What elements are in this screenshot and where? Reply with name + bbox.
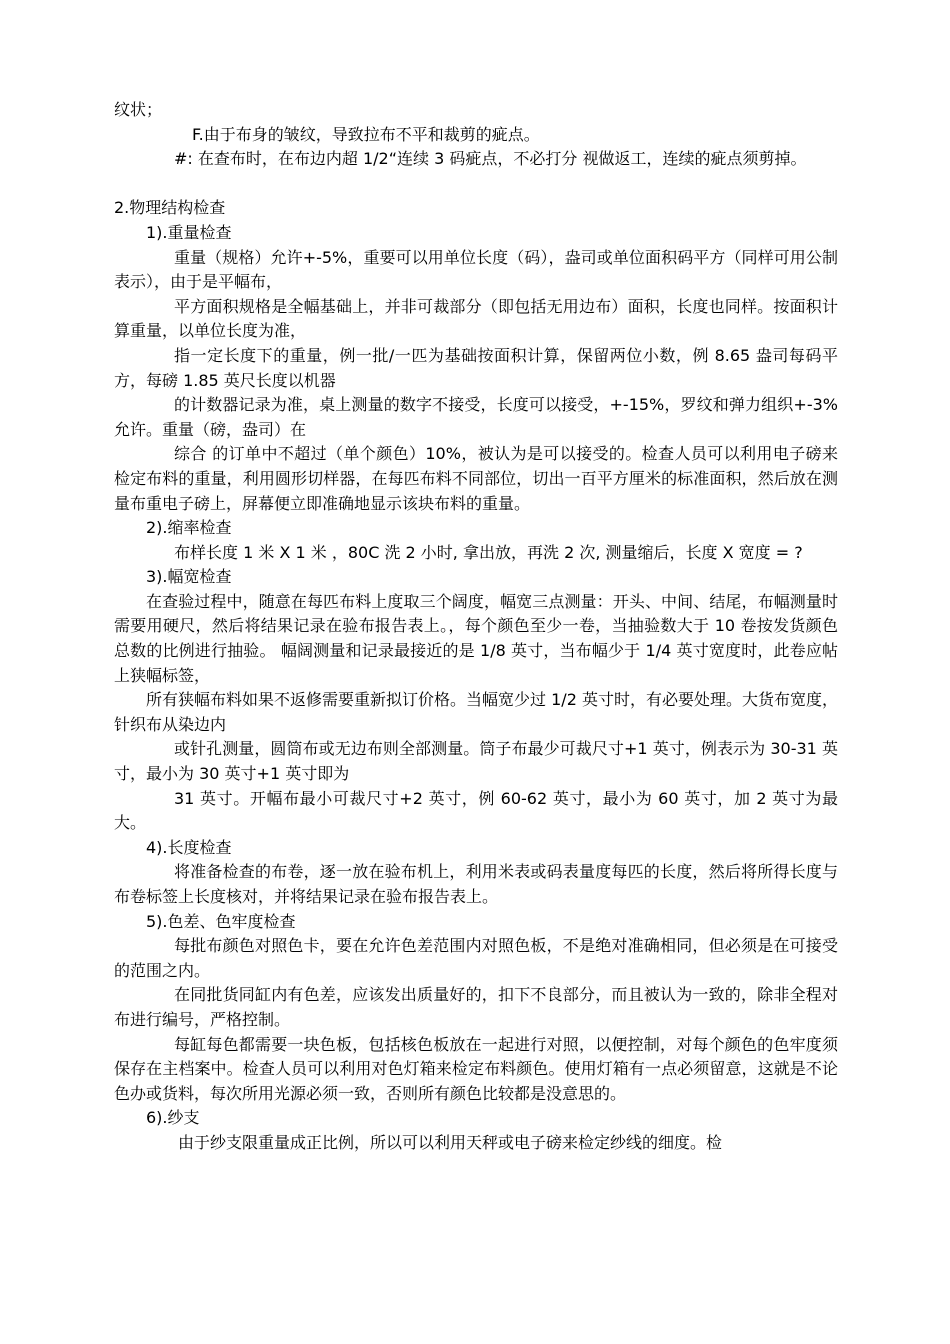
section-heading: 2.物理结构检查 bbox=[114, 198, 226, 218]
subheading-width: 3).幅宽检查 bbox=[146, 567, 232, 587]
subheading-yarn: 6).纱支 bbox=[146, 1108, 200, 1128]
paragraph-2: #: 在查布时，在布边内超 1/2“连续 3 码疵点，不必打分 视做返工，连续的疵点须剪掉。 bbox=[174, 149, 807, 169]
paragraph-7: 平方面积规格是全幅基础上，并非可裁部分（即包括无用边布）面积，长度也同样。按面积计算重量，以单位长度为准， bbox=[114, 296, 838, 341]
paragraph-6: 重量（规格）允许+-5%，重要可以用单位长度（码），盎司或单位面积码平方（同样可用公制表示），由于是平幅布， bbox=[114, 247, 838, 292]
paragraph-12: 布样长度 1 米 X 1 米 ，80C 洗 2 小时, 拿出放，再洗 2 次, 测量缩后，长度 X 宽度 = ? bbox=[174, 542, 803, 562]
subheading-color: 5).色差、色牢度检查 bbox=[146, 911, 296, 931]
document-body bbox=[114, 98, 838, 1156]
paragraph-25: 由于纱支限重量成正比例，所以可以利用天秤或电子磅来检定纱线的细度。检 bbox=[178, 1132, 723, 1152]
paragraph-23: 每缸每色都需要一块色板，包括核色板放在一起进行对照，以便控制，对每个颜色的色牢度须保存在主档案中。检查人员可以利用对色灯箱来检定布料颜色。使用灯箱有一点必须留意，这就是不论色办或货料，每次所用光源必须一致，否则所有颜色比较都是没意思的。 bbox=[114, 1034, 838, 1103]
paragraph-21: 每批布颜色对照色卡，要在允许色差范围内对照色板，不是绝对准确相同，但必须是在可接受的范围之内。 bbox=[114, 936, 838, 980]
subheading-shrinkage: 2).缩率检查 bbox=[146, 518, 232, 538]
paragraph-1: F.由于布身的皱纹，导致拉布不平和裁剪的疵点。 bbox=[192, 124, 540, 144]
subheading-length: 4).长度检查 bbox=[146, 837, 232, 857]
paragraph-22: 在同批货同缸内有色差，应该发出质量好的，扣下不良部分，而且被认为一致的，除非全程对布进行编号，严格控制。 bbox=[114, 985, 838, 1029]
paragraph-8: 指一定长度下的重量，例一批/一匹为基础按面积计算，保留两位小数，例 8.65 盎司每码平方，每磅 1.85 英尺长度以机器 bbox=[114, 345, 838, 390]
paragraph-10: 综合 的订单中不超过（单个颜色）10%，被认为是可以接受的。检查人员可以利用电子磅来检定布料的重量，利用圆形切样器，在每匹布料不同部位，切出一百平方厘米的标准面积，然后放在测量布重电子磅上，屏幕便立即准确地显示该块布料的重量。 bbox=[114, 444, 838, 513]
paragraph-16: 或针孔测量，圆筒布或无边布则全部测量。筒子布最少可裁尺寸+1 英寸，例表示为 30-31 英寸，最小为 30 英寸+1 英寸即为 bbox=[114, 739, 838, 784]
blank-line bbox=[114, 172, 838, 197]
paragraph-17: 31 英寸。开幅布最小可裁尺寸+2 英寸，例 60-62 英寸，最小为 60 英寸，加 2 英寸为最大。 bbox=[114, 788, 838, 833]
paragraph-14: 在查验过程中，随意在每匹布料上度取三个阔度，幅宽三点测量：开头、中间、结尾，布幅测量时需要用硬尺，然后将结果记录在验布报告表上。，每个颜色至少一卷，当抽验数大于 10 卷按发货颜色总数的比例进行抽验。 幅阔测量和记录最接近的是 1/8 英寸，当布幅少于 1/4 英寸宽度时，此卷应帖上狭幅标签， bbox=[114, 591, 838, 685]
paragraph-9: 的计数器记录为准，桌上测量的数字不接受，长度可以接受，+-15%，罗纹和弹力组织+-3%允许。重量（磅，盎司）在 bbox=[114, 395, 838, 439]
paragraph-19: 将准备检查的布卷，逐一放在验布机上，利用米表或码表量度每匹的长度，然后将所得长度与布卷标签上长度核对，并将结果记录在验布报告表上。 bbox=[114, 862, 838, 906]
paragraph-0: 纹状； bbox=[114, 100, 163, 119]
paragraph-15: 所有狭幅布料如果不返修需要重新拟订价格。当幅宽少过 1/2 英寸时，有必要处理。大货布宽度，针织布从染边内 bbox=[114, 690, 838, 734]
subheading-weight: 1).重量检查 bbox=[146, 222, 232, 242]
